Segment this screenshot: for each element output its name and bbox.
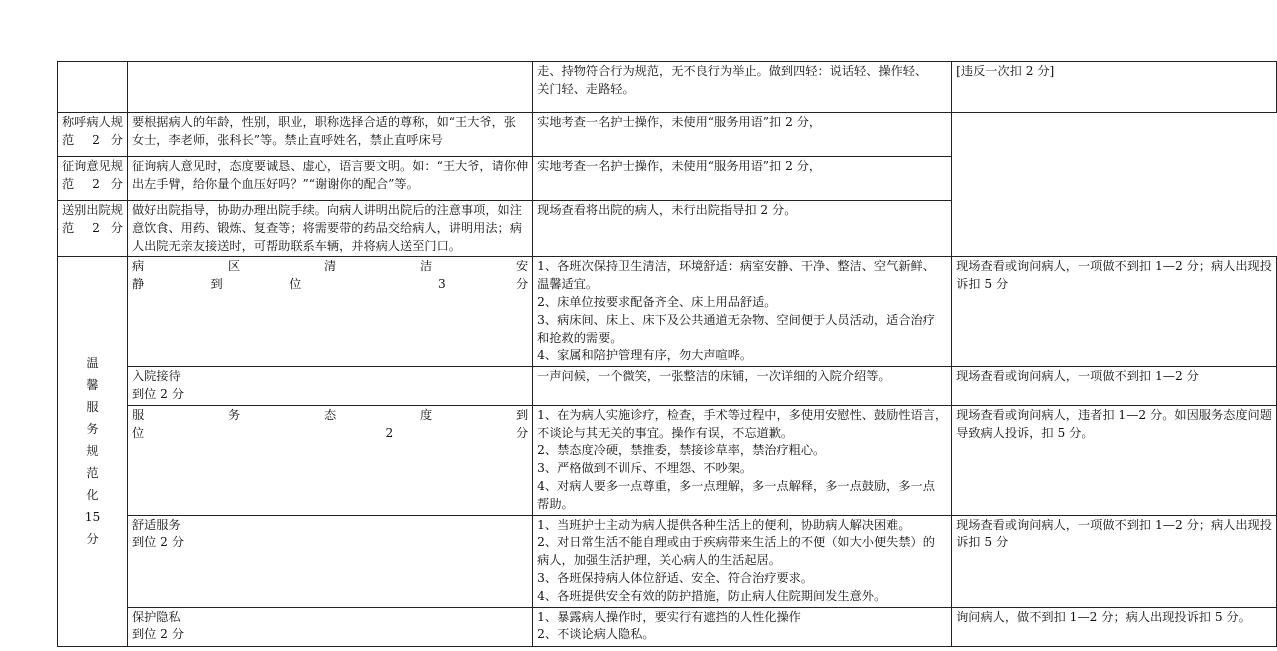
text-line: 静到位 3 分 — [131, 277, 529, 292]
table-row — [58, 157, 1277, 201]
text-line: 病区清洁安 — [131, 259, 529, 274]
content-cell — [533, 405, 952, 515]
text-line: 保护隐私 — [131, 609, 181, 624]
text-line: [违反一次扣 2 分] — [956, 64, 1055, 78]
content-cell — [127, 157, 532, 201]
category-cell — [58, 257, 128, 646]
content-cell — [533, 515, 952, 607]
text-line: 病人，加强生活护理，关心病人的生活起居。 — [537, 553, 781, 568]
subitem-cell — [127, 257, 532, 367]
text-line: 出左手臂，给你量个血压好吗？”“谢谢你的配合”等。 — [131, 176, 419, 191]
text-line: 诉扣 5 分 — [956, 535, 1009, 550]
text-line: 不谈论与其无关的事宜。操作有误，不忘道歉。 — [537, 425, 794, 440]
category-char: 范 — [86, 466, 99, 481]
text-line: 送别出院规 — [62, 203, 123, 217]
table-row — [58, 62, 1277, 113]
text-line: 征询意见规 — [62, 159, 123, 173]
text-line: 现场查看或询问病人，一项做不到扣 1—2 分；病人出现投 — [956, 259, 1272, 274]
text-line: 3、各班保持病人体位舒适、安全、符合治疗要求。 — [537, 570, 814, 585]
subitem-cell — [127, 515, 532, 607]
text-line: 3、严格做到不训斥、不埋怨、不吵架。 — [537, 461, 753, 476]
category-char: 务 — [86, 422, 99, 437]
text-line: 服务态度到 — [131, 407, 529, 422]
text-line: 实地考查一名护士操作，未使用“服务用语”扣 2 分， — [537, 115, 822, 129]
text-line: 范 2 分 — [62, 220, 123, 235]
text-line: 4、家属和陪护管理有序，勿大声喧哗。 — [537, 348, 753, 363]
text-line: 诉扣 5 分 — [956, 277, 1009, 292]
text-line: 1、当班护士主动为病人提供各种生活上的便利，协助病人解决困难。 — [537, 517, 911, 532]
text-line: 意饮食、用药、锻炼、复查等；将需要带的药品交给病人，讲明用法；病 — [131, 220, 522, 235]
text-line: 要根据病人的年龄，性别，职业，职称选择合适的尊称，如“王大爷，张 — [131, 115, 516, 129]
text-line: 称呼病人规 — [62, 115, 123, 129]
subitem-cell — [58, 157, 128, 201]
text-line: 导致病人投诉，扣 5 分。 — [956, 425, 1094, 440]
text-line: 到位 2 分 — [131, 386, 185, 401]
assessment-cell — [533, 201, 952, 257]
subitem-cell — [127, 607, 532, 646]
text-line: 温馨适宜。 — [537, 277, 599, 292]
text-line: 2、床单位按要求配备齐全、床上用品舒适。 — [537, 294, 777, 309]
text-line: 2、禁态度冷硬，禁推委，禁接诊草率，禁治疗粗心。 — [537, 443, 826, 458]
text-line: 女士，李老师，张科长”等。禁止直呼姓名，禁止直呼床号 — [131, 132, 443, 147]
category-char: 化 — [86, 488, 99, 503]
assessment-cell — [952, 257, 1277, 367]
text-line: 1、在为病人实施诊疗，检查，手术等过程中，多使用安慰性、鼓励性语言， — [537, 407, 948, 422]
assessment-cell — [952, 62, 1277, 113]
text-line: 2、不谈论病人隐私。 — [537, 627, 655, 642]
content-cell — [533, 367, 952, 406]
subitem-cell — [127, 367, 532, 406]
text-line: 征询病人意见时，态度要诚恳、虚心，语言要文明。如：“王大爷，请你伸 — [131, 159, 529, 173]
text-line: 范 2 分 — [62, 176, 123, 191]
blank-category-cell — [58, 62, 128, 113]
content-cell — [533, 257, 952, 367]
table-row — [58, 515, 1277, 607]
text-line: 现场查看或询问病人，违者扣 1—2 分。如因服务态度问题 — [956, 407, 1272, 422]
nursing-standards-table — [57, 61, 1277, 647]
content-cell — [127, 201, 532, 257]
subitem-cell — [127, 405, 532, 515]
assessment-cell — [952, 607, 1277, 646]
text-line: 到位 2 分 — [131, 535, 185, 550]
assessment-cell — [533, 157, 952, 201]
text-line: 关门轻、走路轻。 — [537, 81, 635, 96]
assessment-cell — [952, 405, 1277, 515]
category-char: 馨 — [86, 378, 99, 393]
text-line: 4、各班提供安全有效的防护措施，防止病人住院期间发生意外。 — [537, 588, 887, 603]
text-line: 询问病人，做不到扣 1—2 分；病人出现投诉扣 5 分。 — [956, 609, 1251, 624]
category-char: 规 — [86, 444, 99, 459]
text-line: 一声问候，一个微笑，一张整洁的床铺，一次详细的入院介绍等。 — [537, 369, 891, 384]
table-row — [58, 367, 1277, 406]
table-row — [58, 201, 1277, 257]
category-char: 分 — [86, 532, 99, 547]
text-line: 帮助。 — [537, 496, 574, 511]
content-cell — [533, 607, 952, 646]
text-line: 实地考查一名护士操作，未使用“服务用语”扣 2 分， — [537, 159, 822, 173]
table-row — [58, 405, 1277, 515]
table-row — [58, 607, 1277, 646]
category-char: 服 — [86, 400, 99, 415]
content-cell — [533, 62, 952, 113]
text-line: 位 2 分 — [131, 425, 529, 440]
text-line: 舒适服务 — [131, 517, 181, 532]
subitem-cell — [58, 113, 128, 157]
text-line: 做好出院指导，协助办理出院手续。向病人讲明出院后的注意事项，如注 — [131, 203, 522, 217]
category-char: 温 — [86, 356, 99, 371]
text-line: 人出院无亲友接送时，可帮助联系车辆，并将病人送至门口。 — [131, 238, 461, 253]
text-line: 1、各班次保持卫生清洁，环境舒适：病室安静、干净、整洁、空气新鲜、 — [537, 259, 935, 274]
subitem-cell — [127, 62, 532, 113]
table-row — [58, 113, 1277, 157]
text-line: 入院接待 — [131, 369, 181, 384]
text-line: 和抢救的需要。 — [537, 330, 623, 345]
assessment-cell — [533, 113, 952, 157]
assessment-cell — [952, 367, 1277, 406]
text-line: 走、持物符合行为规范，无不良行为举止。做到四轻：说话轻、操作轻、 — [537, 64, 928, 78]
text-line: 3、病床间、床上、床下及公共通道无杂物、空间便于人员活动，适合治疗 — [537, 312, 935, 327]
text-line: 现场查看或询问病人，一项做不到扣 1—2 分 — [956, 369, 1199, 384]
category-char: 15 — [84, 510, 101, 525]
text-line: 到位 2 分 — [131, 627, 185, 642]
content-cell — [127, 113, 532, 157]
text-line: 1、暴露病人操作时，要实行有遮挡的人性化操作 — [537, 609, 801, 624]
assessment-cell — [952, 515, 1277, 607]
subitem-cell — [58, 201, 128, 257]
table-row — [58, 257, 1277, 367]
text-line: 现场查看或询问病人，一项做不到扣 1—2 分；病人出现投 — [956, 517, 1272, 532]
text-line: 范 2 分 — [62, 132, 123, 147]
text-line: 2、对日常生活不能自理或由于疾病带来生活上的不便（如大小便失禁）的 — [537, 535, 935, 550]
text-line: 现场查看将出院的病人，未行出院指导扣 2 分。 — [537, 203, 797, 217]
text-line: 4、对病人要多一点尊重，多一点理解，多一点解释，多一点鼓励，多一点 — [537, 478, 935, 493]
